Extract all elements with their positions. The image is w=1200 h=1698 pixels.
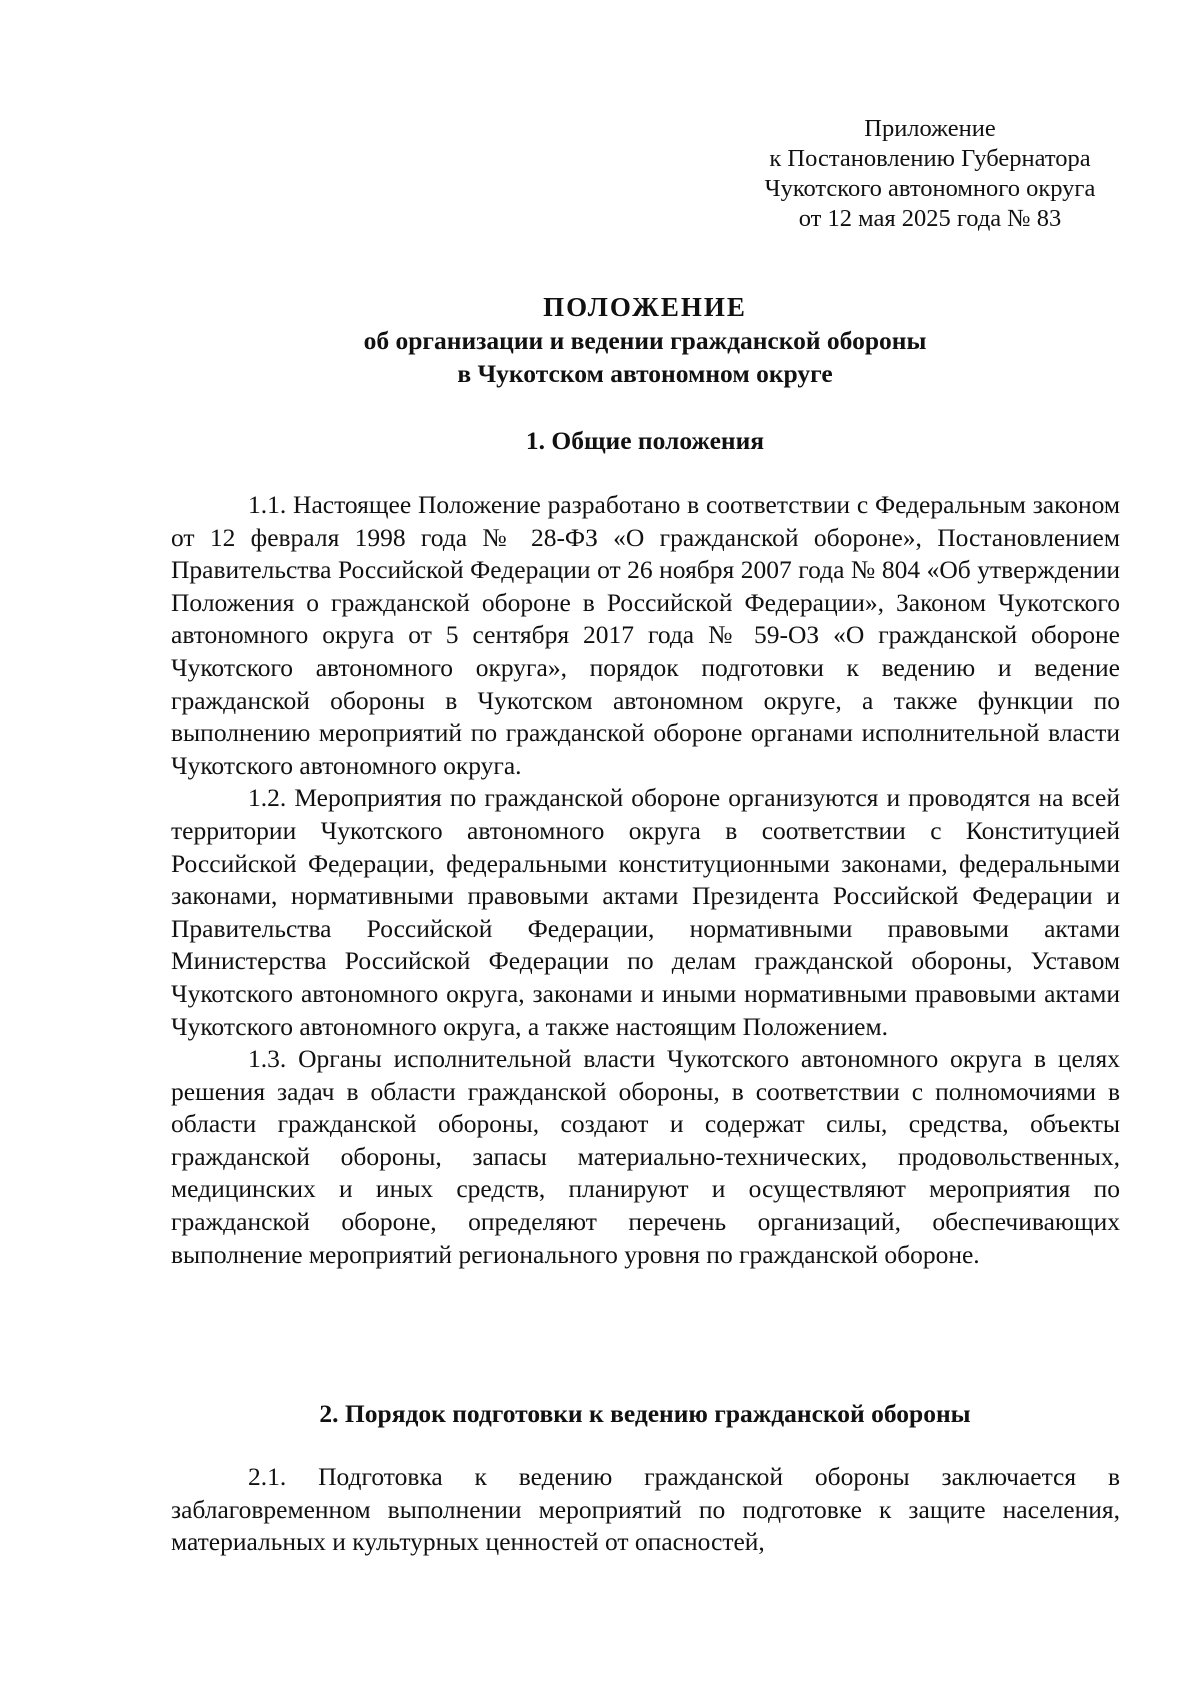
annex-line-2: к Постановлению Губернатора <box>769 145 1091 172</box>
document-title-line-3: в Чукотском автономном округе <box>457 359 833 388</box>
document-title-line-2: об организации и ведении гражданской обороны <box>363 326 927 355</box>
annex-line-3: Чукотского автономного округа <box>764 175 1096 202</box>
section-2-body <box>171 1461 1120 1559</box>
section-1-body <box>171 489 1120 1271</box>
section-1-heading: 1. Общие положения <box>525 426 765 455</box>
paragraph-1-1: 1.1. Настоящее Положение разработано в соответствии с Федеральным законом от 12 февраля 1998 года № 28-ФЗ «О гражданской обороне», Постановлением Правительства Российской Федерации от 26 ноября 2007 года № 804 «Об утверждении Положения о гражданской обороне в Российской Федерации», Законом Чукотского автономного округа от 5 сентября 2017 года № 59-ОЗ «О гражданской обороне Чукотского автономного округа», порядок подготовки к ведению и ведение гражданской обороны в Чукотском автономном округе, а также функции по выполнению мероприятий по гражданской обороне органами исполнительной власти Чукотского автономного округа. <box>171 490 1120 780</box>
paragraph-2-1: 2.1. Подготовка к ведению гражданской обороны заключается в заблаговременном выполнении мероприятий по подготовке к защите населения, материальных и культурных ценностей от опасностей, <box>171 1462 1120 1557</box>
annex-line-1: Приложение <box>864 115 996 142</box>
section-2-heading: 2. Порядок подготовки к ведению гражданской обороны <box>319 1399 971 1428</box>
annex-date-line: от 12 мая 2025 года № 83 <box>798 205 1062 232</box>
document-title-main: ПОЛОЖЕНИЕ <box>543 292 747 322</box>
paragraph-1-3: 1.3. Органы исполнительной власти Чукотского автономного округа в целях решения задач в области гражданской обороны, в соответствии с полномочиями в области гражданской обороны, создают и содержат силы, средства, объекты гражданской обороны, запасы материально-технических, продовольственных, медицинских и иных средств, планируют и осуществляют мероприятия по гражданской обороне, определяют перечень организаций, обеспечивающих выполнение мероприятий регионального уровня по гражданской обороне. <box>171 1044 1120 1269</box>
annex-block <box>730 114 1130 234</box>
paragraph-1-2: 1.2. Мероприятия по гражданской обороне организуются и проводятся на всей территории Чукотского автономного округа в соответствии с Конституцией Российской Федерации, федеральными конституционными законами, федеральными законами, нормативными правовыми актами Президента Российской Федерации и Правительства Российской Федерации, нормативными правовыми актами Министерства Российской Федерации по делам гражданской обороны, Уставом Чукотского автономного округа, законами и иными нормативными правовыми актами Чукотского автономного округа, а также настоящим Положением. <box>171 783 1120 1041</box>
document-title <box>170 291 1120 390</box>
